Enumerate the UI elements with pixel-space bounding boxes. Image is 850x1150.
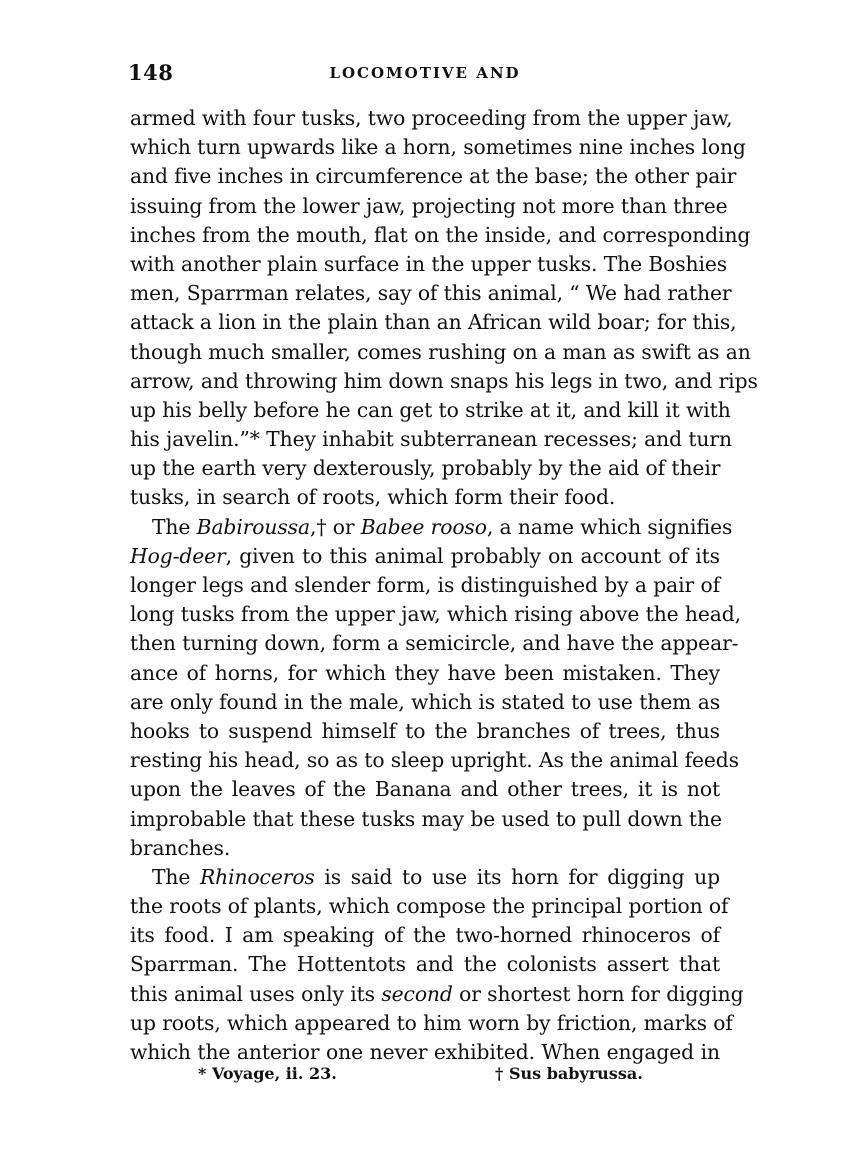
text-line: then turning down, form a semicircle, and have the appear- [130, 631, 739, 656]
text-line: long tusks from the upper jaw, which rising above the head, [130, 602, 741, 627]
text-line: improbable that these tusks may be used to pull down the [130, 806, 722, 831]
text-line: and five inches in circumference at the base; the other pair [130, 164, 737, 189]
text-line: issuing from the lower jaw, projecting not more than three [130, 193, 728, 218]
text-line: though much smaller, comes rushing on a man as swift as an [130, 339, 751, 364]
body-text [130, 104, 758, 1067]
text-line: up the earth very dexterously, probably by the aid of their [130, 456, 721, 481]
text-line: armed with four tusks, two proceeding from the upper jaw, [130, 106, 733, 130]
text-line: the roots of plants, which compose the principal portion of [130, 894, 729, 919]
text-line: this animal uses only its second or shortest horn for digging [130, 981, 744, 1006]
text-line: upon the leaves of the Banana and other trees, it is not [130, 777, 720, 802]
text-line: are only found in the male, which is stated to use them as [130, 689, 720, 714]
page-header [128, 60, 722, 90]
text-line: which turn upwards like a horn, sometimes nine inches long [130, 135, 746, 160]
text-line: resting his head, so as to sleep upright. As the animal feeds [130, 748, 739, 773]
footnotes [130, 1064, 720, 1090]
text-line: Sparrman. The Hottentots and the colonists assert that [130, 952, 720, 977]
text-line: ance of horns, for which they have been mistaken. They [130, 660, 720, 685]
text-line: his javelin.”* They inhabit subterranean recesses; and turn [130, 427, 732, 452]
text-line: Hog-deer, given to this animal probably on account of its [130, 543, 720, 568]
text-line: inches from the mouth, flat on the inside, and corresponding [130, 222, 751, 247]
text-line: its food. I am speaking of the two-horned rhinoceros of [130, 923, 720, 948]
running-head: LOCOMOTIVE AND [329, 64, 521, 82]
text-line: with another plain surface in the upper tusks. The Boshies [130, 251, 728, 276]
text-line: up his belly before he can get to strike at it, and kill it with [130, 397, 731, 422]
page-number: 148 [128, 60, 174, 85]
text-line: up roots, which appeared to him worn by friction, marks of [130, 1010, 733, 1035]
footnote-voyage: * Voyage, ii. 23. [198, 1064, 337, 1083]
text-line: hooks to suspend himself to the branches of trees, thus [130, 718, 720, 743]
text-line: arrow, and throwing him down snaps his legs in two, and rips [130, 368, 758, 393]
text-line: tusks, in search of roots, which form their food. [130, 485, 616, 510]
text-line: The Babiroussa,† or Babee rooso, a name which signifies [152, 514, 733, 539]
text-line: men, Sparrman relates, say of this animal, “ We had rather [130, 281, 732, 306]
text-line: longer legs and slender form, is distinguished by a pair of [130, 573, 720, 597]
footnote-sus-babyrussa: † Sus babyrussa. [495, 1064, 643, 1083]
text-line: which the anterior one never exhibited. When engaged in [130, 1040, 720, 1064]
text-line: attack a lion in the plain than an African wild boar; for this, [130, 310, 737, 335]
text-line: branches. [130, 835, 231, 860]
text-line: The Rhinoceros is said to use its horn for digging up [152, 864, 720, 889]
